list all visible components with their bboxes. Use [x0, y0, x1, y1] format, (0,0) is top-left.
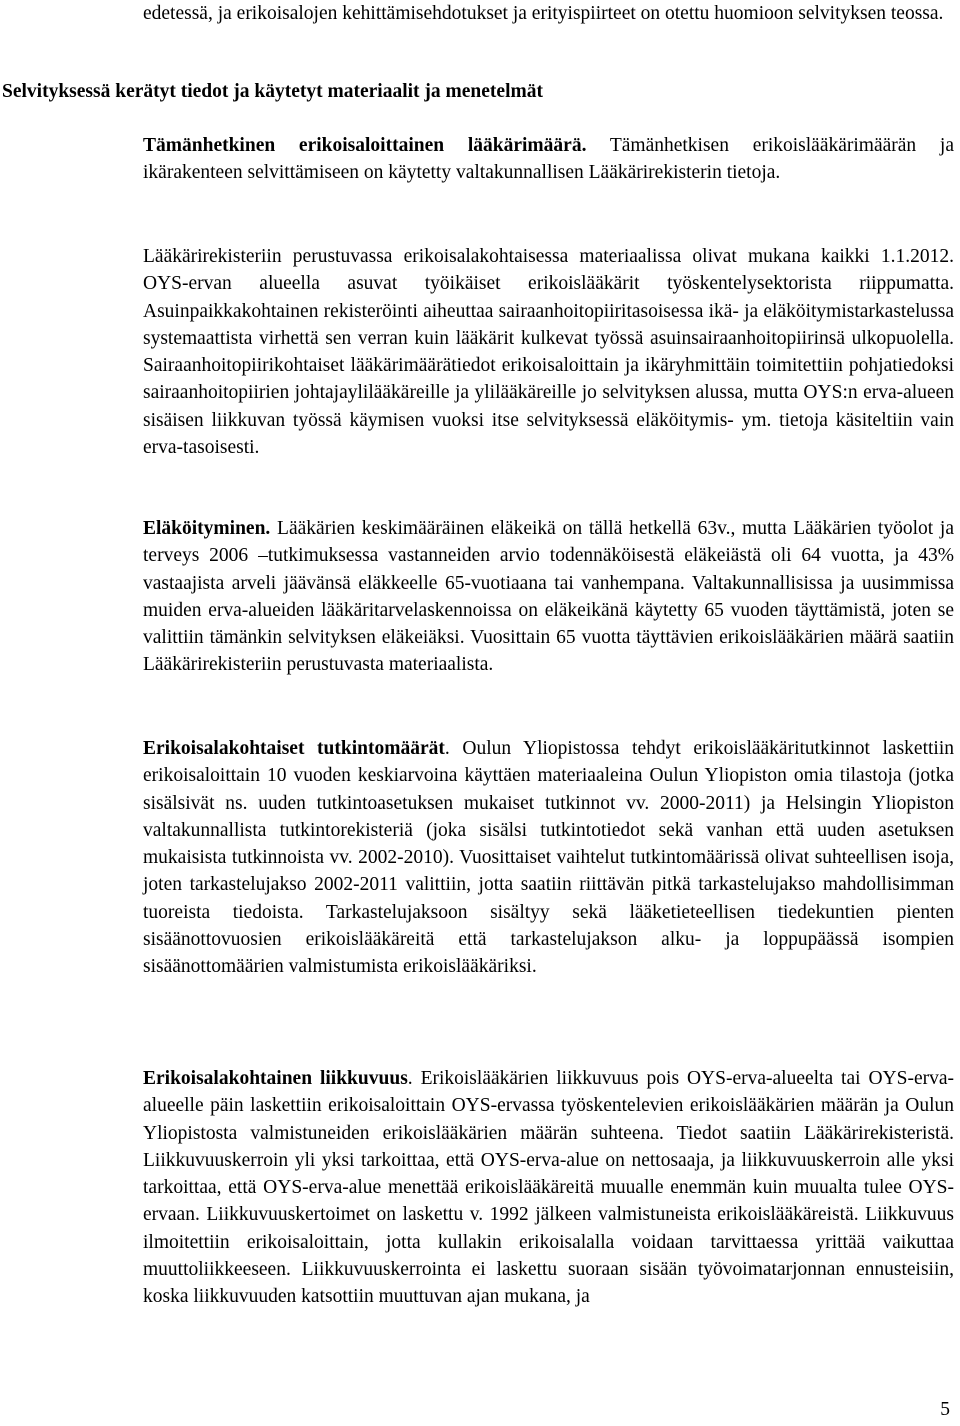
paragraph-text: . Erikoislääkärien liikkuvuus pois OYS-erva-alueelta tai OYS-erva-alueelle päin laskettiin erikoisaloittain OYS-ervassa työskentelevien erikoislääkärien määrän ja Oulun Yliopistosta valmistuneiden erikoislääkärien määrän suhteena. Tiedot saatiin Lääkärirekisteristä. Liikkuvuuskerroin yli yksi tarkoittaa, että OYS-erva-alue on nettosaaja, ja liikkuvuuskerroin alle yksi tarkoittaa, että OYS-erva-alue menettää erikoislääkäreitä muualle enemmän kuin muualta tulee OYS-ervaan. Liikkuvuuskertoimet on laskettu v. 1992 jälkeen valmistuneista erikoislääkäreistä. Liikkuvuus ilmoitettiin erikoisaloittain, jotta kullakin erikoisalalla voidaan tarvittaessa yrittää vaikuttaa muuttoliikkeeseen. Liikkuvuuskerrointa ei laskettu suoraan sisään työvoimatarjonnan ennusteisiin, koska liikkuvuuden katsottiin muuttuvan ajan mukana, ja: [143, 1068, 954, 1308]
paragraph-text: Lääkärirekisteriin perustuvassa erikoisalakohtaisessa materiaalissa olivat mukana kaikki 1.1.2012. OYS-ervan alueella asuvat työikäiset erikoislääkärit työskentelysektorista riippumatta. Asuinpaikkakohtainen rekisteröinti aiheuttaa sairaanhoitopiiritasoisessa ikä- ja eläköitymistarkastelussa systemaattista virhettä sen verran kuin lääkärit kulkevat työssä asuinsairaanhoitopiirinsä ulkopuolella. Sairaanhoitopiirikohtaiset lääkärimäärätiedot erikoisaloittain ja ikäryhmittäin toimitettiin pohjatiedoksi sairaanhoitopiirien johtajaylilääkäreille ja ylilääkäreille jo selvityksen alussa, mutta OYS:n erva-alueen sisäisen liikkuvan työssä käymisen vuoksi itse selvityksessä eläköitymis- ym. tietoja käsiteltiin vain erva-tasoisesti.: [143, 246, 954, 459]
paragraph-title: Erikoisalakohtainen liikkuvuus: [143, 1068, 408, 1089]
intro-paragraph: [143, 0, 954, 27]
paragraph-erikoisalalaakarimaara: [143, 132, 954, 187]
paragraph-tutkintomaarat: [143, 735, 954, 981]
section-heading: Selvityksessä kerätyt tiedot ja käytetyt materiaalit ja menetelmät: [2, 81, 543, 102]
paragraph-title: Erikoisalakohtaiset tutkintomäärät: [143, 738, 445, 759]
intro-text: edetessä, ja erikoisalojen kehittämisehdotukset ja erityispiirteet on otettu huomioon selvityksen teossa.: [143, 3, 944, 24]
paragraph-elakoityminen: [143, 515, 954, 679]
paragraph-liikkuvuus: [143, 1065, 954, 1311]
paragraph-title: Tämänhetkinen erikoisaloittainen lääkärimäärä.: [143, 135, 587, 156]
paragraph-text: . Oulun Yliopistossa tehdyt erikoislääkäritutkinnot laskettiin erikoisaloittain 10 vuoden keskiarvoina käyttäen materiaaleina Oulun Yliopiston omia tilastoja (jotka sisälsivät ns. uuden tutkintoasetuksen mukaiset tutkinnot vv. 2000-2011) ja Helsingin Yliopiston valtakunnallista tutkintorekisteriä (joka sisälsi tutkintotiedot sekä vanhan että uuden asetuksen mukaisista tutkinnoista vv. 2002-2010). Vuosittaiset vaihtelut tutkintomäärissä olivat suhteellisen isoja, joten tarkastelujakso 2002-2011 valittiin, jotta saatiin riittävän pitkä tarkastelujakso mahdollisimman tuoreista tiedoista. Tarkastelujaksoon sisältyy sekä lääketieteellisen tiedekuntien pienten sisäänottovuosien erikoislääkäreitä että tarkastelujakson alku- ja loppupäässä isompien sisäänottomäärien valmistumista erikoislääkäriksi.: [143, 738, 954, 978]
paragraph-laakarirekisteri: [143, 243, 954, 461]
paragraph-text: Lääkärien keskimääräinen eläkeikä on tällä hetkellä 63v., mutta Lääkärien työolot ja terveys 2006 –tutkimuksessa vastanneiden arvio todennäköisestä eläkeiästä oli 64 vuotta, ja 43% vastaajista arveli jäävänsä eläkkeelle 65-vuotiaana tai vanhempana. Valtakunnallisissa ja uusimmissa muiden erva-alueiden lääkäritarvelaskennoissa on eläkeikänä käytetty 65 vuoden täyttämistä, joten se valittiin tämänkin selvityksen eläkeiäksi. Vuosittain 65 vuotta täyttävien erikoislääkärien määrä saatiin Lääkärirekisteriin perustuvasta materiaalista.: [143, 518, 954, 676]
paragraph-title: Eläköityminen.: [143, 518, 271, 539]
paragraph-text: Tämänhetkisen erikoislääkärimäärän ja ikärakenteen selvittämiseen on käytetty valtakunnallisen Lääkärirekisterin tietoja.: [143, 135, 954, 184]
page-number: 5: [940, 1399, 950, 1420]
